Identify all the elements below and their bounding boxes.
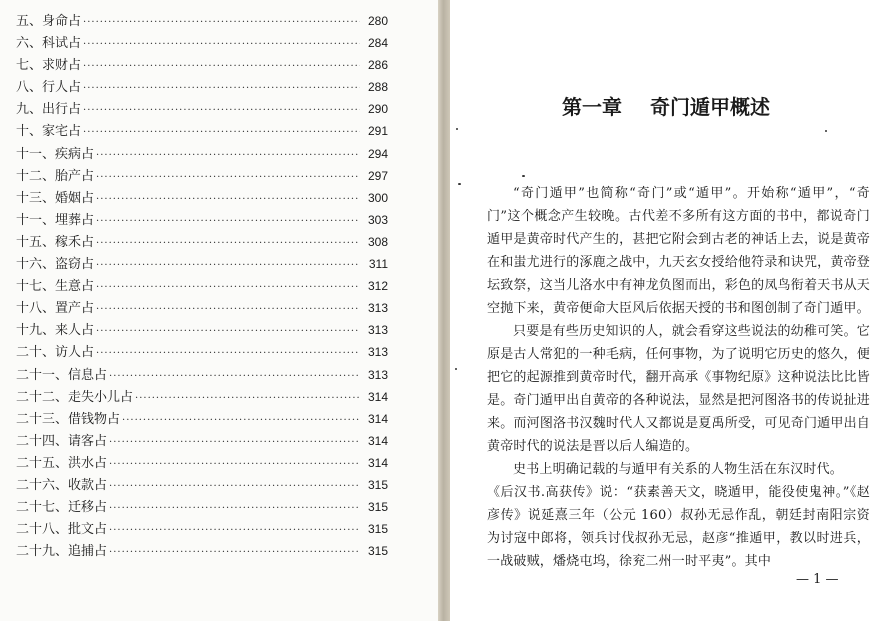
toc-row	[16, 187, 388, 209]
toc-leader-dots	[96, 233, 360, 255]
toc-row	[16, 98, 388, 120]
toc-entry-number: 七、	[16, 58, 43, 74]
toc-leader-dots	[83, 100, 360, 122]
toc-row	[16, 209, 388, 231]
toc-row	[16, 231, 388, 253]
toc-entry-title: 洪水占	[68, 455, 108, 471]
toc-leader-dots	[109, 366, 360, 388]
toc-entry-page: 290	[367, 102, 388, 117]
paragraph: “奇门遁甲”也简称“奇门”或“遁甲”。开始称“遁甲”，“奇门”这个概念产生较晚。古代差不多所有这方面的书中，都说奇门遁甲是黄帝时代产生的，甚把它附会到古老的神话上去，说是黄帝在和蚩尤进行的涿鹿之战中，九天玄女授给他符录和诀咒，黄帝登坛致祭，这当儿洛水中有神龙负图而出，彩色的凤鸟衔着天书从天空抛下来，黄帝便命大臣风后依据天授的书和图创制了奇门遁甲。	[487, 186, 870, 316]
toc-entry-number: 八、	[16, 80, 43, 96]
toc-entry-number: 二十三、	[16, 411, 69, 427]
toc-leader-dots	[96, 343, 360, 365]
toc-leader-dots	[109, 542, 360, 564]
toc-entry-title: 盗窃占	[55, 257, 95, 273]
toc-entry-number: 二十一、	[16, 367, 69, 383]
toc-row	[16, 165, 388, 187]
toc-row	[16, 297, 388, 319]
scan-speck	[458, 183, 461, 185]
toc-entry-number: 九、	[16, 102, 43, 118]
toc-entry-number: 十七、	[16, 279, 56, 295]
toc-entry-number: 二十六、	[16, 477, 69, 493]
chapter-body	[487, 182, 870, 573]
toc-entry-page: 315	[367, 477, 388, 492]
paragraph: 只要是有些历史知识的人，就会看穿这些说法的幼稚可笑。它原是古人常犯的一种毛病，任何事物，为了说明它历史的悠久，便把它的起源推到黄帝时代，翻开高承《事物纪原》这种说法比比皆是。奇门遁甲出自黄帝的各种说法，显然是把河图洛书的传说扯进来。而河图洛书汉魏时代人又都说是夏禹所受，可见奇门遁甲出自黄帝时代的说法是晋以后人编造的。	[487, 324, 870, 454]
toc-entry-page: 314	[367, 455, 388, 470]
toc-entry-page: 315	[367, 500, 388, 515]
toc-leader-dots	[109, 520, 360, 542]
toc-entry-title: 来人占	[55, 323, 95, 339]
toc-entry-title: 置产占	[55, 301, 95, 317]
toc-entry-page: 294	[367, 146, 388, 161]
toc-entry-number: 十、	[16, 124, 43, 140]
toc-entry-page: 280	[367, 14, 388, 28]
toc-entry-page: 291	[367, 124, 388, 139]
toc-row	[16, 32, 388, 54]
toc-entry-number: 十五、	[16, 234, 56, 250]
toc-entry-title: 访人占	[55, 345, 95, 361]
toc-entry-number: 二十九、	[16, 544, 69, 560]
toc-entry-title: 借钱物占	[68, 411, 121, 427]
toc-row	[16, 452, 388, 474]
toc-entry-page: 315	[367, 522, 388, 537]
toc-entry-title: 信息占	[68, 367, 108, 383]
toc-leader-dots	[109, 498, 360, 520]
toc-leader-dots	[96, 167, 360, 189]
toc-entry-page: 288	[367, 80, 388, 95]
toc-entry-page: 313	[367, 345, 388, 360]
scan-speck	[456, 128, 458, 130]
toc-leader-dots	[96, 211, 360, 233]
toc-row	[16, 540, 388, 562]
toc-entry-number: 十八、	[16, 301, 56, 317]
toc-leader-dots	[83, 12, 360, 34]
toc-entry-number: 二十二、	[16, 389, 69, 405]
toc-row	[16, 143, 388, 165]
toc-leader-dots	[83, 34, 360, 56]
toc-entry-title: 收款占	[68, 477, 108, 493]
toc-entry-number: 二十七、	[16, 500, 69, 516]
toc-entry-page: 315	[367, 544, 388, 559]
toc-entry-page: 314	[367, 411, 388, 426]
toc-entry-title: 求财占	[42, 58, 82, 74]
toc-row	[16, 386, 388, 408]
toc-row	[16, 275, 388, 297]
toc-entry-page: 297	[367, 168, 388, 183]
toc-entry-title: 请客占	[68, 433, 108, 449]
toc-row	[16, 120, 388, 142]
toc-entry-page: 314	[367, 433, 388, 448]
table-of-contents	[16, 10, 388, 562]
page-number: — 1 —	[796, 572, 839, 587]
toc-leader-dots	[96, 321, 360, 343]
toc-entry-page: 313	[367, 323, 388, 338]
toc-entry-title: 生意占	[55, 279, 95, 295]
paragraph: 史书上明确记载的与遁甲有关系的人物生活在东汉时代。	[513, 462, 844, 477]
toc-leader-dots	[135, 388, 360, 410]
toc-entry-page: 308	[367, 234, 388, 249]
toc-entry-title: 出行占	[42, 102, 82, 118]
toc-entry-title: 追捕占	[68, 544, 108, 560]
toc-entry-number: 十二、	[16, 168, 56, 184]
toc-row	[16, 253, 388, 275]
toc-entry-title: 家宅占	[42, 124, 82, 140]
toc-leader-dots	[96, 145, 360, 167]
toc-entry-page: 303	[367, 212, 388, 227]
toc-entry-number: 六、	[16, 36, 43, 52]
scan-speck	[522, 175, 525, 177]
toc-entry-title: 疾病占	[55, 146, 95, 162]
scan-speck	[455, 368, 457, 370]
toc-entry-page: 314	[367, 389, 388, 404]
toc-leader-dots	[83, 56, 360, 78]
toc-leader-dots	[83, 78, 360, 100]
toc-entry-title: 身命占	[42, 14, 82, 29]
chapter-number: 第一章	[562, 95, 622, 119]
toc-row	[16, 408, 388, 430]
toc-entry-title: 胎产占	[55, 168, 95, 184]
toc-leader-dots	[109, 454, 360, 476]
toc-row	[16, 496, 388, 518]
toc-entry-number: 二十五、	[16, 455, 69, 471]
toc-row	[16, 474, 388, 496]
toc-entry-title: 稼禾占	[55, 234, 95, 250]
toc-leader-dots	[96, 189, 360, 211]
toc-row	[16, 10, 388, 32]
toc-leader-dots	[109, 432, 360, 454]
toc-entry-title: 迁移占	[68, 500, 108, 516]
toc-entry-title: 埋葬占	[55, 212, 95, 228]
right-page	[450, 0, 877, 621]
toc-entry-title: 行人占	[42, 80, 82, 96]
toc-entry-number: 二十、	[16, 345, 56, 361]
toc-entry-page: 286	[367, 58, 388, 73]
chapter-heading	[562, 91, 770, 120]
toc-entry-number: 五、	[16, 14, 43, 29]
toc-entry-title: 科试占	[42, 36, 82, 52]
chapter-title: 奇门遁甲概述	[650, 95, 770, 119]
toc-entry-number: 二十四、	[16, 433, 69, 449]
toc-entry-page: 312	[367, 279, 388, 294]
toc-leader-dots	[83, 122, 360, 144]
toc-entry-number: 二十八、	[16, 522, 69, 538]
book-gutter	[438, 0, 450, 621]
toc-leader-dots	[109, 476, 360, 498]
toc-leader-dots	[96, 299, 360, 321]
toc-entry-number: 十一、	[16, 212, 56, 228]
toc-row	[16, 430, 388, 452]
scan-speck	[825, 130, 827, 132]
toc-entry-title: 批文占	[68, 522, 108, 538]
toc-entry-page: 284	[367, 36, 388, 51]
toc-row	[16, 518, 388, 540]
toc-leader-dots	[122, 410, 360, 432]
toc-entry-number: 十九、	[16, 323, 56, 339]
toc-entry-title: 婚姻占	[55, 190, 95, 206]
toc-row	[16, 319, 388, 341]
toc-entry-page: 300	[367, 190, 388, 205]
left-page	[0, 0, 438, 621]
toc-leader-dots	[96, 277, 360, 299]
toc-leader-dots	[96, 255, 360, 277]
toc-entry-page: 313	[367, 301, 388, 316]
toc-entry-page: 313	[367, 367, 388, 382]
toc-row	[16, 54, 388, 76]
toc-row	[16, 364, 388, 386]
toc-row	[16, 76, 388, 98]
toc-row	[16, 341, 388, 363]
toc-entry-number: 十六、	[16, 257, 56, 273]
toc-entry-title: 走失小儿占	[68, 389, 134, 405]
toc-entry-page: 311	[368, 257, 388, 272]
toc-entry-number: 十一、	[16, 146, 56, 162]
toc-entry-number: 十三、	[16, 190, 56, 206]
paragraph: 《后汉书.高获传》说：“获素善天文，晓遁甲，能役使鬼神。”《赵彦传》说延熹三年（公元 160）叔孙无忌作乱，朝廷封南阳宗资为讨寇中郎将，领兵讨伐叔孙无忌，赵彦“推遁甲，教以时进兵，一战破贼，燔烧屯坞，徐兖二州一时平夷”。其中	[487, 485, 870, 569]
